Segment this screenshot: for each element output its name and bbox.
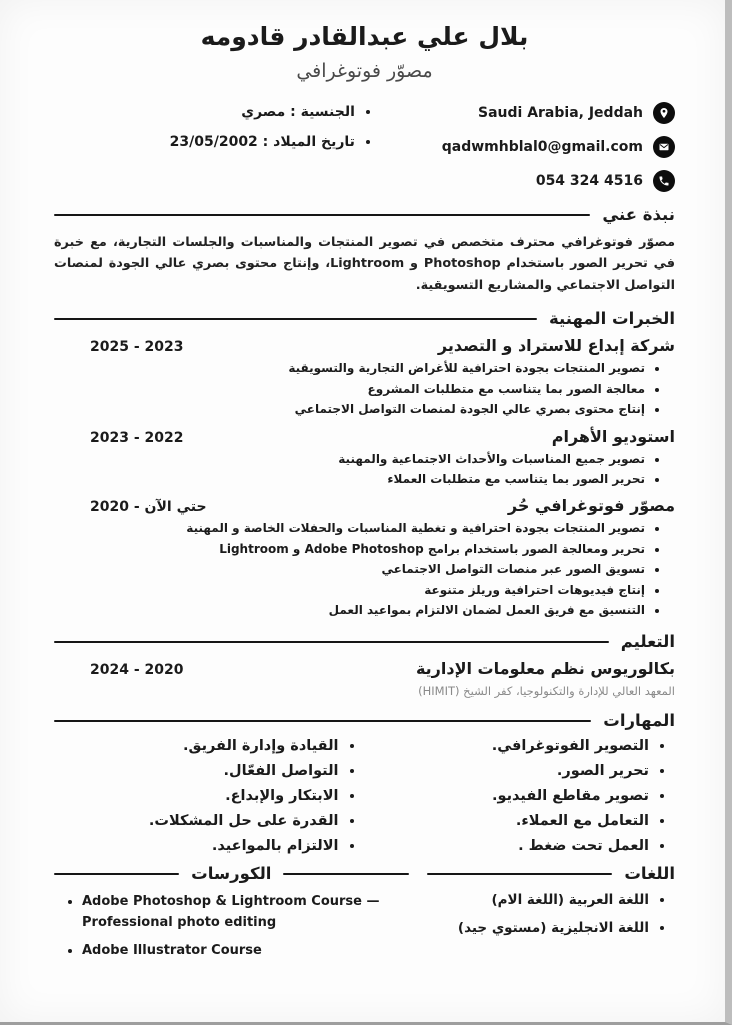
location-text: Saudi Arabia, Jeddah xyxy=(478,105,643,121)
contact-email-row xyxy=(377,136,675,158)
heading-rule xyxy=(54,641,609,643)
job-bullet-list xyxy=(54,451,675,489)
skill-item: • تحرير الصور. xyxy=(365,763,650,779)
languages-list xyxy=(427,892,675,936)
personal-info-list xyxy=(54,104,377,150)
skill-item: • الابتكار والإبداع. xyxy=(54,788,339,804)
job-bullet: • إنتاج محتوى بصري عالي الجودة لمنصات التواصل الاجتماعي xyxy=(54,401,645,418)
phone-text: 054 324 4516 xyxy=(535,173,643,189)
birthdate-item: • تاريخ الميلاد : 23/05/2002 xyxy=(54,134,355,150)
job-bullet: • تسويق الصور عبر منصات التواصل الاجتماعي xyxy=(54,561,645,578)
about-text: مصوّر فوتوغرافي محترف متخصص في تصوير المنتجات والمناسبات والجلسات التجارية، مع خبرة في تحرير الصور باستخدام Photoshop و Lightroom، وإنتاج محتوى بصري عالي الجودة لمنصات التواصل الاجتماعي والمشاريع التسويقية. xyxy=(54,235,675,293)
header xyxy=(54,22,675,82)
job-bullet: • تصوير المنتجات بجودة احترافية و تغطية المناسبات والحفلات الخاصة و المهنية xyxy=(54,520,645,537)
education-degree: بكالوريوس نظم معلومات الإدارية xyxy=(415,659,675,679)
education-heading-row xyxy=(54,632,675,651)
education-heading: التعليم xyxy=(620,632,675,652)
section-languages xyxy=(427,864,675,960)
experience-heading-row xyxy=(54,309,675,328)
job-bullet: • تحرير الصور بما يتناسب مع متطلبات العملاء xyxy=(54,471,645,488)
location-pin-icon xyxy=(653,102,675,124)
job-bullet: • معالجة الصور بما يتناسب مع متطلبات المشروع xyxy=(54,381,645,398)
contact-list xyxy=(377,102,675,192)
job-bullet: • التنسيق مع فريق العمل لضمان الالتزام بمواعيد العمل xyxy=(54,602,645,619)
skill-item: • التصوير الفوتوغرافي. xyxy=(365,738,650,754)
contact-phone-row xyxy=(377,170,675,192)
job-header xyxy=(54,336,675,355)
skill-item: • القدرة على حل المشكلات. xyxy=(54,813,339,829)
candidate-job-title: مصوّر فوتوغرافي xyxy=(296,60,433,82)
about-heading: نبذة عني xyxy=(602,205,675,224)
courses-heading: الكورسات xyxy=(191,864,272,884)
bottom-row xyxy=(54,864,675,960)
skill-item: • العمل تحت ضغط . xyxy=(365,838,650,854)
email-icon xyxy=(653,136,675,158)
heading-rule xyxy=(54,873,179,875)
skill-item: • التواصل الفعّال. xyxy=(54,763,339,779)
skills-columns xyxy=(54,738,675,854)
job-bullet: • إنتاج فيديوهات احترافية وريلز متنوعة xyxy=(54,582,645,599)
languages-heading-row xyxy=(427,864,675,883)
skills-column-left xyxy=(54,738,365,854)
skills-column-right xyxy=(365,738,676,854)
job-entry xyxy=(54,427,675,489)
course-item: • Adobe Illustrator Course xyxy=(82,941,409,961)
skill-item: • التعامل مع العملاء. xyxy=(365,813,650,829)
contact-section xyxy=(54,102,675,192)
email-text: qadwmhblal0@gmail.com xyxy=(441,139,643,155)
skill-item: • تصوير مقاطع الفيديو. xyxy=(365,788,650,804)
about-heading-row xyxy=(54,205,675,224)
phone-icon xyxy=(653,170,675,192)
job-bullet: • تصوير جميع المناسبات والأحداث الاجتماعية والمهنية xyxy=(54,451,645,468)
education-institute: المعهد العالي للإدارة والتكنولوجيا، كفر الشيخ (HIMIT) xyxy=(418,684,675,699)
courses-list xyxy=(54,892,409,960)
personal-info xyxy=(54,102,377,192)
job-company: استوديو الأهرام xyxy=(551,426,675,446)
languages-heading: اللغات xyxy=(624,864,675,884)
courses-heading-row xyxy=(54,864,409,883)
job-entry xyxy=(54,496,675,619)
nationality-item: • الجنسية : مصري xyxy=(54,104,355,120)
job-bullet: • تصوير المنتجات بجودة احترافية للأغراض التجارية والتسويقية xyxy=(54,360,645,377)
education-header xyxy=(54,659,675,678)
candidate-name: بلال علي عبدالقادر قادومه xyxy=(200,22,529,51)
heading-rule xyxy=(54,318,537,320)
language-item: • اللغة الانجليزية (مستوي جيد) xyxy=(427,920,649,936)
job-bullet-list xyxy=(54,360,675,418)
heading-rule xyxy=(54,720,591,722)
job-dates: 2023 - 2022 xyxy=(90,429,184,446)
section-courses xyxy=(54,864,409,960)
section-experience xyxy=(54,309,675,619)
education-entry xyxy=(54,659,675,698)
skills-heading: المهارات xyxy=(603,711,675,731)
section-about xyxy=(54,205,675,296)
job-bullet-list xyxy=(54,520,675,619)
contact-location-row xyxy=(377,102,675,124)
education-dates: 2024 - 2020 xyxy=(90,662,184,679)
heading-rule xyxy=(54,214,590,216)
job-company: مصوّر فوتوغرافي حُر xyxy=(507,496,675,516)
job-entry xyxy=(54,336,675,418)
job-company: شركة إبداع للاستراد و التصدير xyxy=(437,336,675,356)
job-dates: 2020 - حتي الآن xyxy=(90,499,207,516)
heading-rule xyxy=(283,873,408,875)
job-header xyxy=(54,427,675,446)
job-bullet: • تحرير ومعالجة الصور باستخدام برامج Adobe Photoshop و Lightroom xyxy=(54,541,645,558)
heading-rule xyxy=(427,873,613,875)
job-dates: 2025 - 2023 xyxy=(90,339,184,356)
job-header xyxy=(54,496,675,515)
course-item: • Adobe Photoshop & Lightroom Course — Professional photo editing xyxy=(82,892,409,932)
language-item: • اللغة العربية (اللغة الام) xyxy=(427,892,649,908)
experience-heading: الخبرات المهنية xyxy=(548,309,675,329)
section-skills xyxy=(54,711,675,854)
skill-item: • الالتزام بالمواعيد. xyxy=(54,838,339,854)
section-education xyxy=(54,632,675,698)
skills-heading-row xyxy=(54,711,675,730)
skill-item: • القيادة وإدارة الفريق. xyxy=(54,738,339,754)
